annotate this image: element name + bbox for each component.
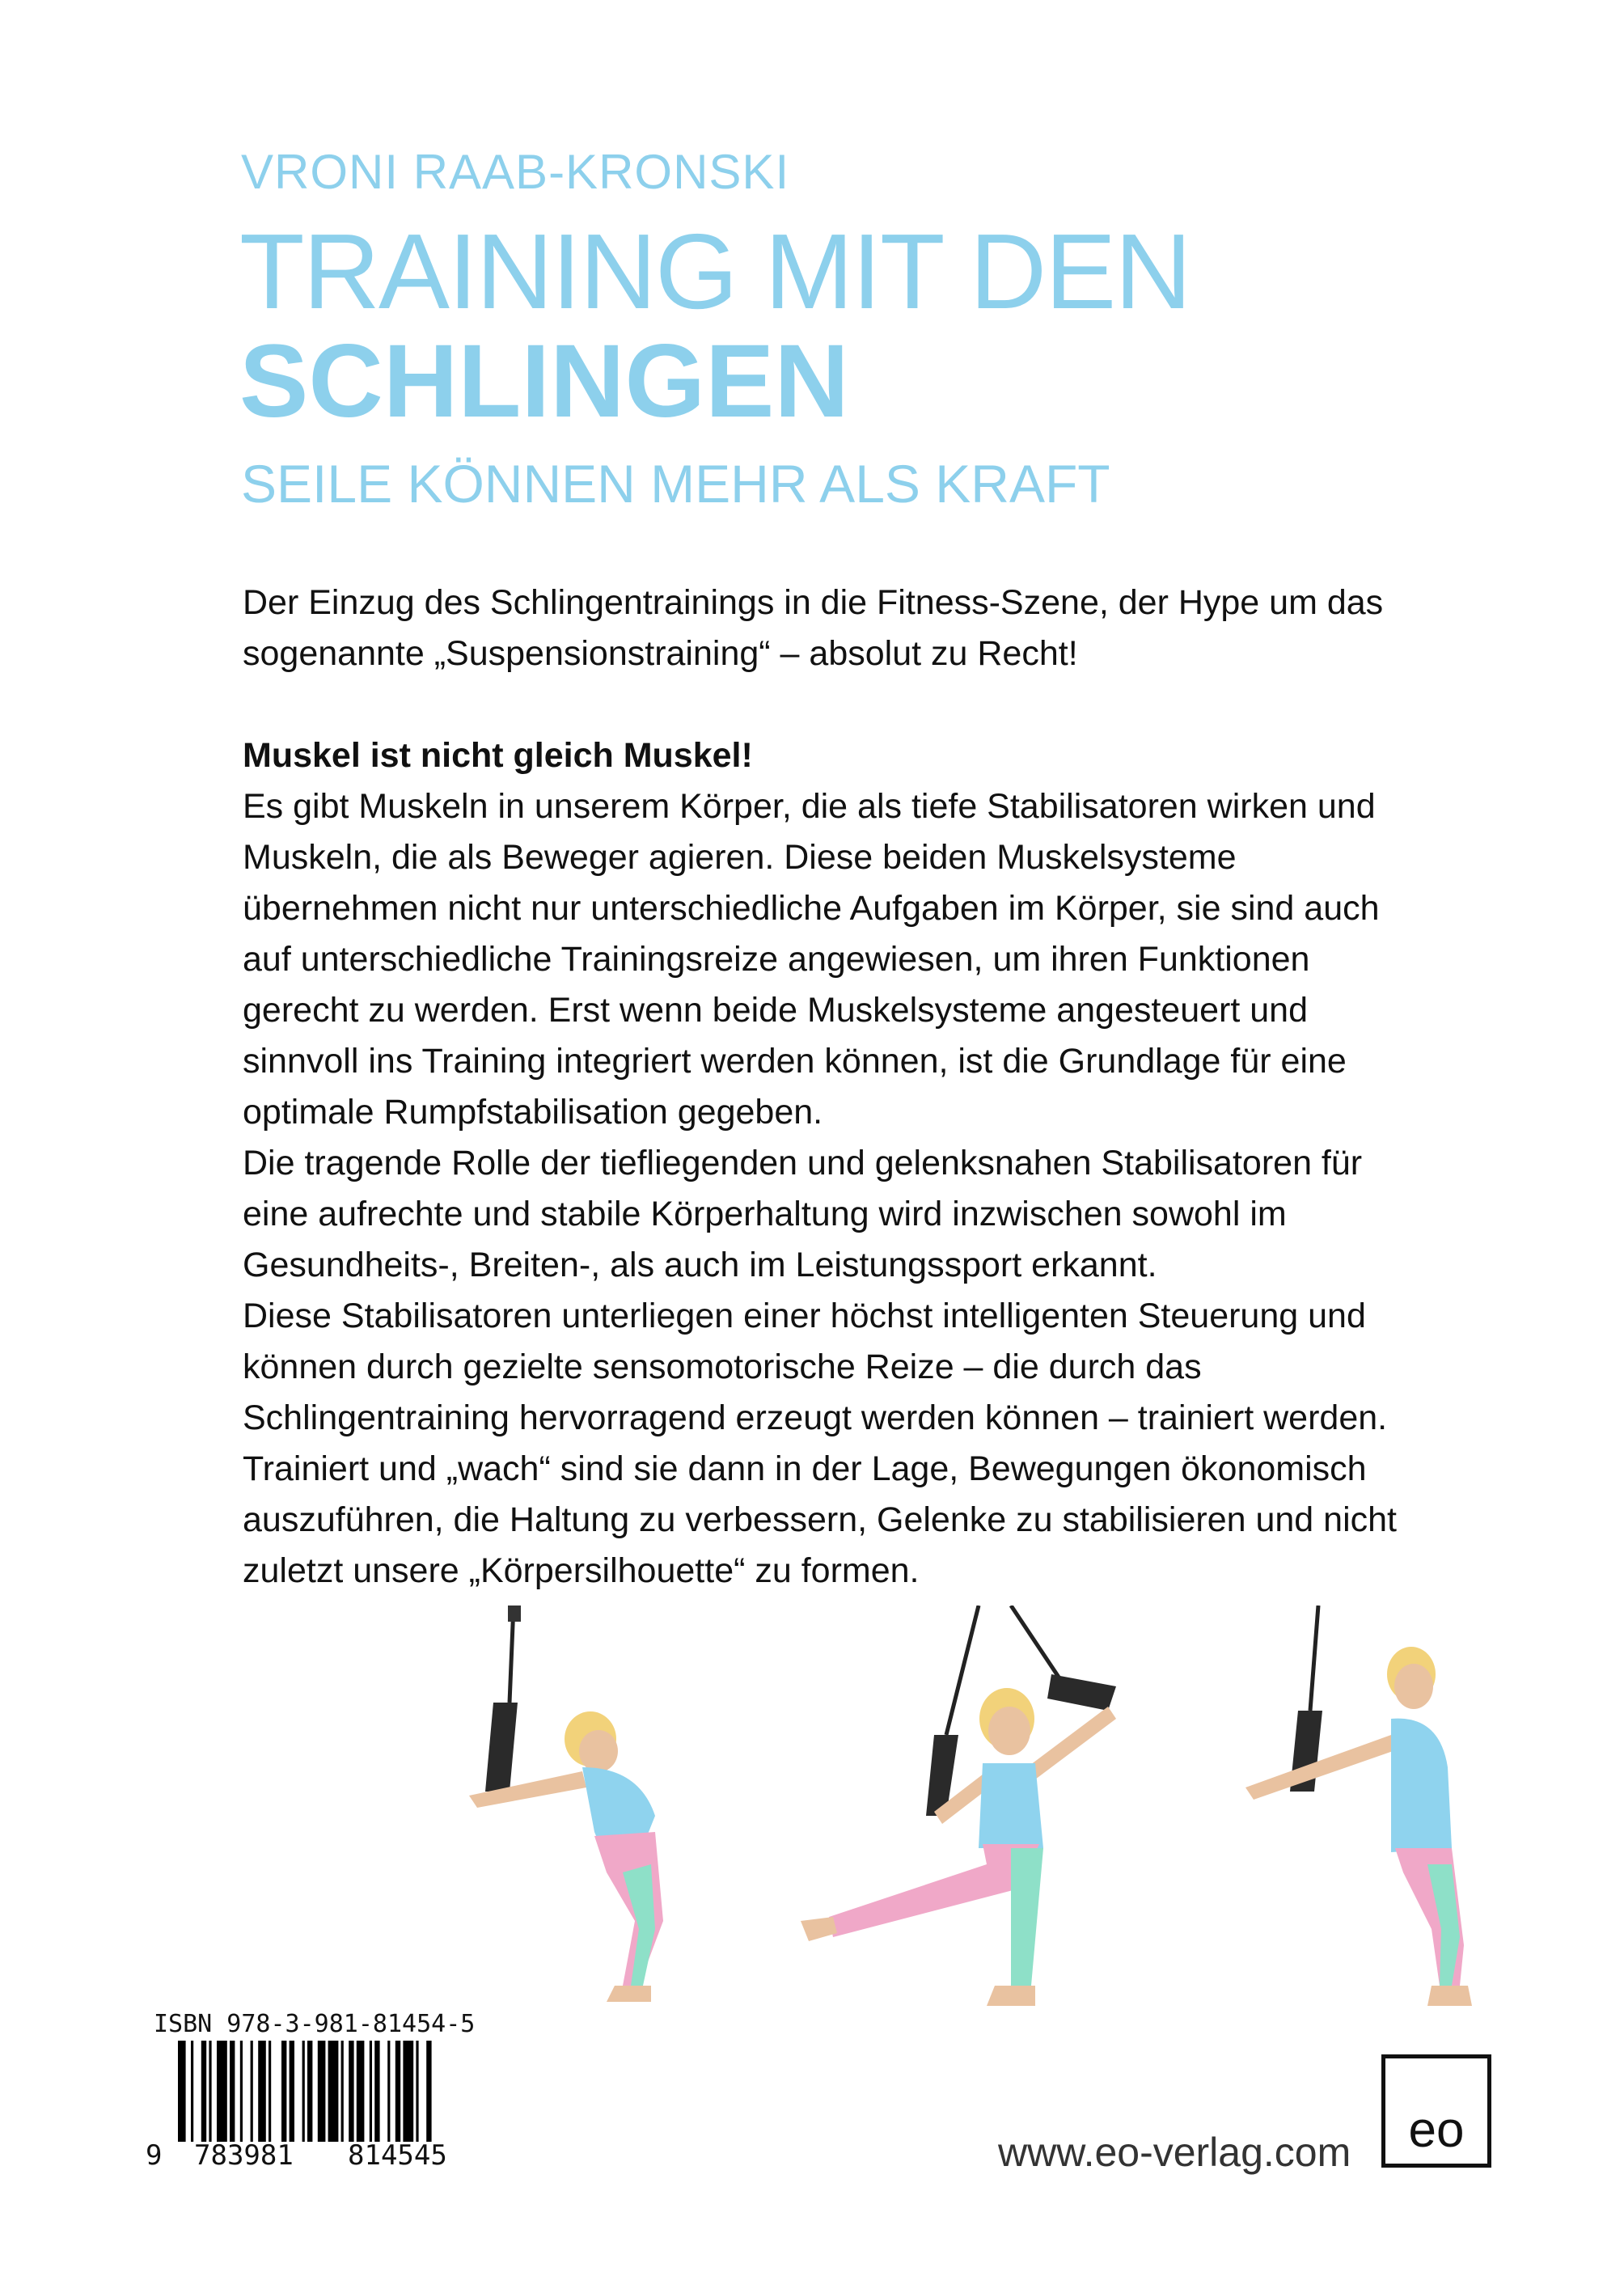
- barcode-digits-left: 783981: [194, 2139, 294, 2172]
- publisher-logo: [1381, 2054, 1491, 2168]
- blurb-heading: Muskel ist nicht gleich Muskel!: [243, 736, 753, 775]
- exercise-figure-squat: [421, 1606, 728, 2042]
- isbn-label: ISBN 978-3-981-81454-5: [154, 2010, 476, 2038]
- exercise-figure-lean: [1229, 1606, 1537, 2042]
- publisher-logo-text: eo: [1408, 2102, 1465, 2158]
- subtitle: SEILE KÖNNEN MEHR ALS KRAFT: [241, 454, 1110, 514]
- author-name: VRONI RAAB-KRONSKI: [241, 145, 790, 199]
- blurb-intro: Der Einzug des Schlingentrainings in die Fitness-Szene, der Hype um das sogenannte „Suspensionstraining“ – absolut zu Recht!: [243, 583, 1384, 673]
- publisher-website: www.eo-verlag.com: [998, 2130, 1351, 2175]
- barcode-digits-right: 814545: [348, 2139, 447, 2172]
- blurb-paragraph-2: Die tragende Rolle der tiefliegenden und gelenksnahen Stabilisatoren für eine aufrechte und stabile Körperhaltung wird inzwischen sowohl im Gesundheits-, Breiten-, als auch im Leistungssport erkannt.: [243, 1144, 1363, 1284]
- barcode-bars: [178, 2041, 501, 2146]
- isbn-barcode: [146, 2010, 518, 2172]
- exercise-photos: [404, 1606, 1577, 2042]
- blurb-paragraph-3: Diese Stabilisatoren unterliegen einer höchst intelligenten Steuerung und können durch gezielte sensomotorische Reize – die durch das Schlingentraining hervorragend erzeugt werden können – trainiert werden. Trainiert und „wach“ sind sie dann in der Lage, Bewegungen ökonomisch auszuführen, die Haltung zu verbessern, Gelenke zu stabilisieren und nicht zuletzt unsere „Körpersilhouette“ zu formen.: [243, 1297, 1397, 1590]
- title-line-2: SCHLINGEN: [239, 324, 849, 439]
- title-line-1: TRAINING MIT DEN: [239, 212, 1191, 331]
- barcode-digit-first: 9: [146, 2139, 163, 2172]
- blurb-paragraph-1: Es gibt Muskeln in unserem Körper, die als tiefe Stabilisatoren wirken und Muskeln, die als Beweger agieren. Diese beiden Muskelsysteme übernehmen nicht nur unterschiedliche Aufgaben im Körper, sie sind auch auf unterschiedliche Trainingsreize angewiesen, um ihren Funktionen gerecht zu werden. Erst wenn beide Muskelsysteme angesteuert und sinnvoll ins Training integriert werden können, ist die Grundlage für eine optimale Rumpfstabilisation gegeben.: [243, 787, 1380, 1132]
- exercise-figure-balance: [752, 1606, 1205, 2042]
- blurb: [243, 577, 1423, 1597]
